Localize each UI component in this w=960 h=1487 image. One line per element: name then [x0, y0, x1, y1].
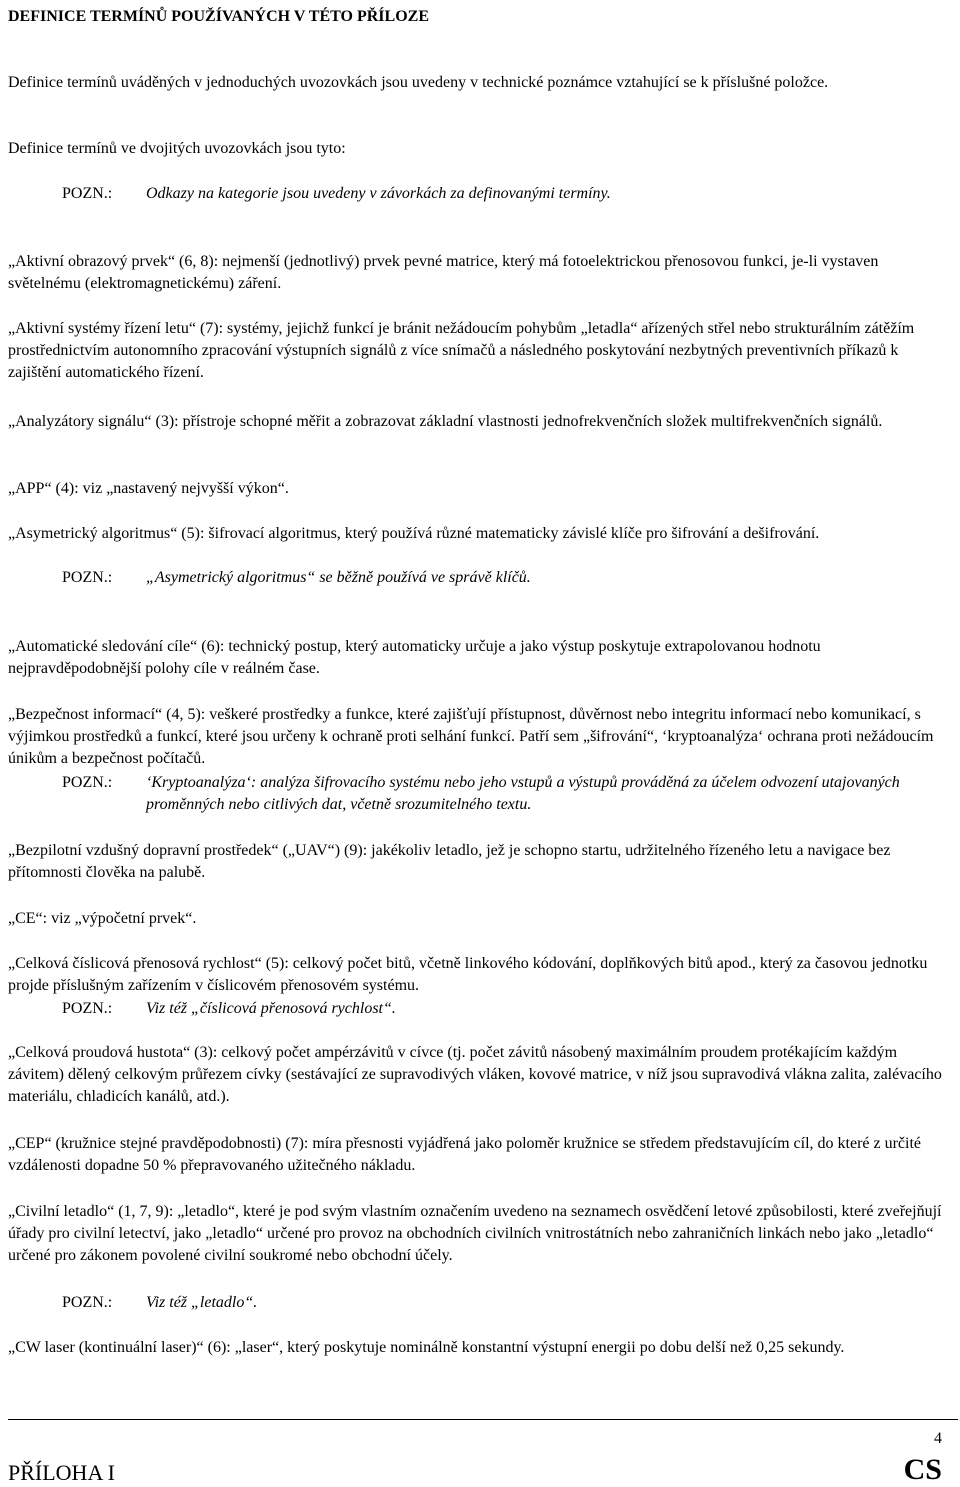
definition-item: „CE“: viz „výpočetní prvek“. — [8, 910, 197, 927]
annex-label: PŘÍLOHA I — [8, 1460, 115, 1485]
definition-item: „Celková číslicová přenosová rychlost“ (5): celkový počet bitů, včetně linkového kódování, doplňkových bitů apod., který za časovou jednotku projde příslušným zařízením v číslicovém přenosovém systému. — [8, 955, 928, 994]
note-label: POZN.: — [62, 185, 113, 202]
definition-item: „Asymetrický algoritmus“ (5): šifrovací algoritmus, který používá různé matematicky závislé klíče pro šifrování a dešifrování. — [8, 525, 820, 542]
note-label: POZN.: — [62, 774, 113, 791]
definition-item: „Civilní letadlo“ (1, 7, 9): „letadlo“, které je pod svým vlastním označením uvedeno na seznamech osvědčení letové způsobilosti, které zveřejňují úřady pro civilní letectví, jako „letadlo“ určené pro provoz na obchodních civilních vnitrostátních nebo zahraničních linkách nebo jako „letadlo“ určené pro zákonem povolené civilní soukromé nebo obchodní účely. — [8, 1203, 942, 1264]
definition-item: „Bezpilotní vzdušný dopravní prostředek“ („UAV“) (9): jakékoliv letadlo, jež je schopno startu, udržitelného řízeného letu a navigace bez přítomnosti člověka na palubě. — [8, 842, 891, 881]
footer-divider — [8, 1419, 958, 1420]
note-text: ‘Kryptoanalýza‘: analýza šifrovacího systému nebo jeho vstupů a výstupů prováděná za účelem odvození utajovaných proměnných nebo citlivých dat, včetně srozumitelného textu. — [146, 774, 900, 813]
note-label: POZN.: — [62, 569, 113, 586]
intro-paragraph: Definice termínů ve dvojitých uvozovkách jsou tyto: — [8, 140, 346, 157]
definition-item: „Aktivní obrazový prvek“ (6, 8): nejmenší (jednotlivý) prvek pevné matrice, který má fotoelektrickou přenosovou funkci, je-li vystaven světelnému (elektromagnetickému) záření. — [8, 253, 879, 292]
page-number: 4 — [934, 1430, 942, 1447]
definition-item: „Aktivní systémy řízení letu“ (7): systémy, jejichž funkcí je bránit nežádoucím pohybům „letadla“ ařízených střel nebo strukturálním zátěžím prostřednictvím autonomního zpracování výstupních signálů z více snímačů a následného poskytování nezbytných preventivních příkazů k zajištění automatického řízení. — [8, 320, 915, 381]
definition-item: „Automatické sledování cíle“ (6): technický postup, který automaticky určuje a jako výstup poskytuje extrapolovanou hodnotu nejpravděpodobnější polohy cíle v reálném čase. — [8, 638, 821, 677]
definition-item: „Celková proudová hustota“ (3): celkový počet ampérzávitů v cívce (tj. počet závitů násobený maximálním proudem protékajícím každým závitem) dělený celkovým průřezem cívky (sestávající ze supravodivých vláken, kovové matrice, v níž jsou supravodivá vlákna zalita, zalévacího materiálu, chladicích kanálů, atd.). — [8, 1044, 942, 1105]
definition-item: „CW laser (kontinuální laser)“ (6): „laser“, který poskytuje nominálně konstantní výstupní energii po dobu delší než 0,25 sekundy. — [8, 1339, 845, 1356]
note-text: Odkazy na kategorie jsou uvedeny v závorkách za definovanými termíny. — [146, 185, 611, 202]
intro-paragraph: Definice termínů uváděných v jednoduchých uvozovkách jsou uvedeny v technické poznámce vztahující se k příslušné položce. — [8, 74, 829, 91]
definition-item: „Bezpečnost informací“ (4, 5): veškeré prostředky a funkce, které zajišťují přístupnost, důvěrnost nebo integritu informací nebo komunikací, s výjimkou prostředků a funkcí, které jsou určeny k ochraně proti selhání funkcí. Patří sem „šifrování“, ‘kryptoanalýza‘ ochrana proti nežádoucím únikům a bezpečnost počítačů. — [8, 706, 934, 767]
note-label: POZN.: — [62, 1294, 113, 1311]
note-label: POZN.: — [62, 1000, 113, 1017]
page-heading: DEFINICE TERMÍNŮ POUŽÍVANÝCH V TÉTO PŘÍLOZE — [8, 8, 429, 25]
language-code: CS — [903, 1453, 942, 1486]
definition-item: „APP“ (4): viz „nastavený nejvyšší výkon“. — [8, 480, 289, 497]
note-text: „Asymetrický algoritmus“ se běžně používá ve správě klíčů. — [146, 569, 531, 586]
note-text: Viz též „letadlo“. — [146, 1294, 258, 1311]
note-text: Viz též „číslicová přenosová rychlost“. — [146, 1000, 396, 1017]
definition-item: „Analyzátory signálu“ (3): přístroje schopné měřit a zobrazovat základní vlastnosti jednofrekvenčních složek multifrekvenčních signálů. — [8, 413, 883, 430]
definition-item: „CEP“ (kružnice stejné pravděpodobnosti) (7): míra přesnosti vyjádřená jako poloměr kružnice se středem představujícím cíl, do které z určité vzdálenosti dopadne 50 % přepravovaného užitečného nákladu. — [8, 1135, 922, 1174]
